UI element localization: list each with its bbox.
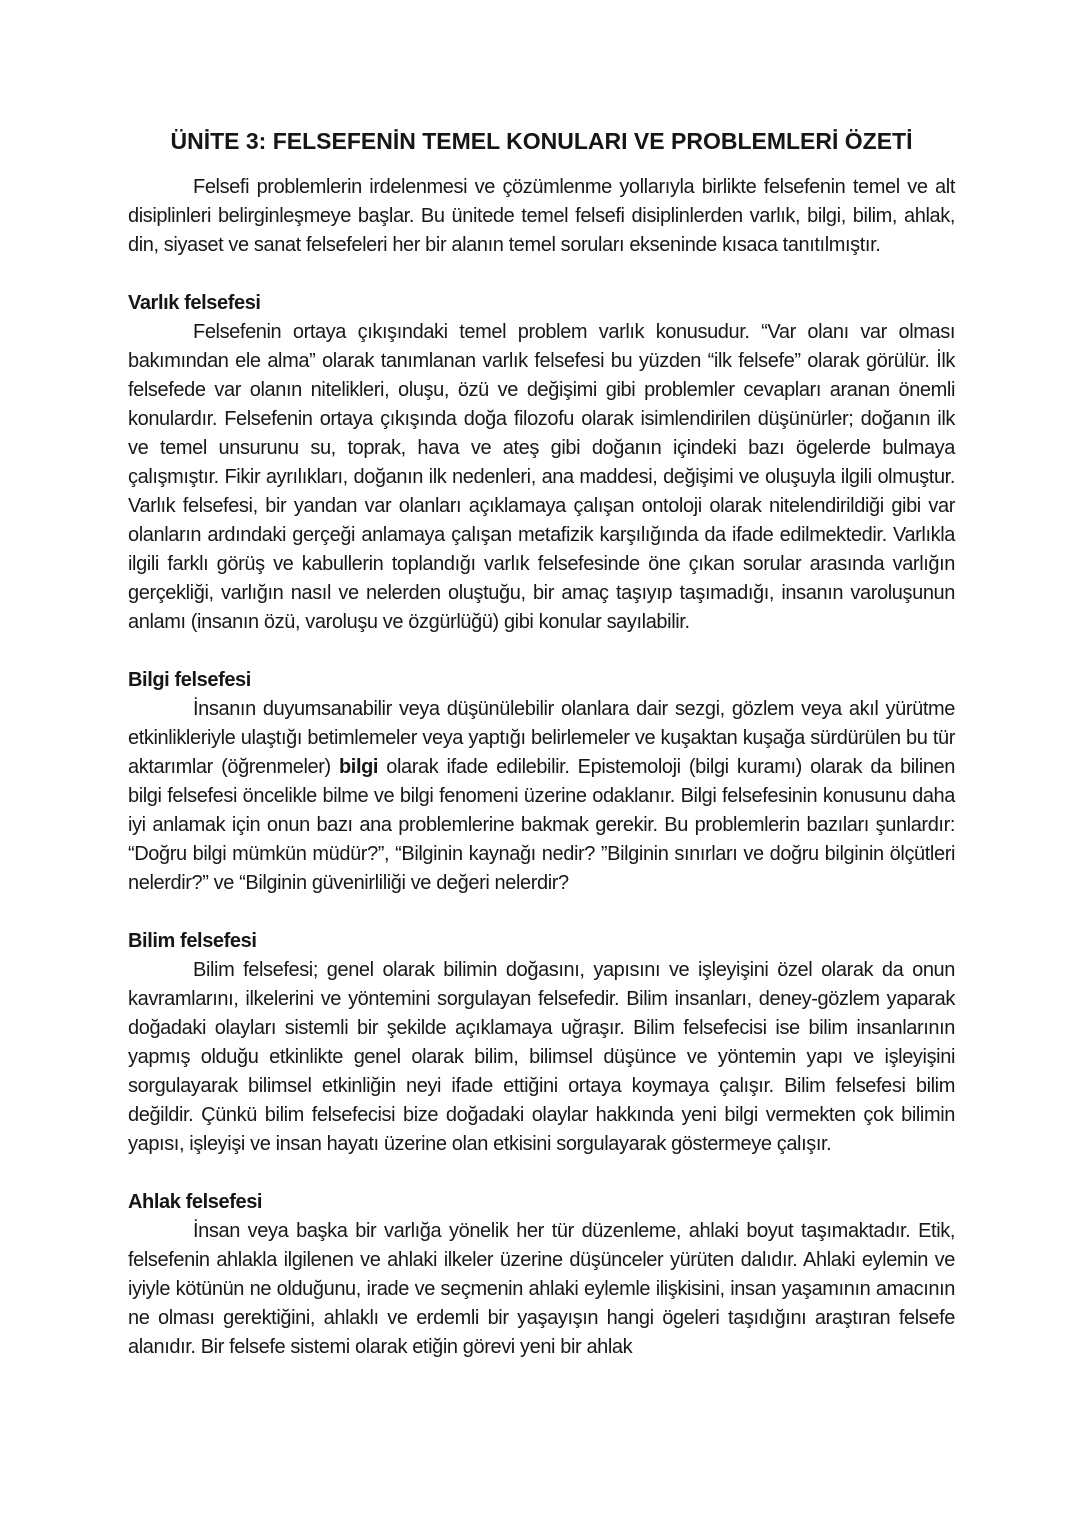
paragraph-text-after-bold: olarak ifade edilebilir. Epistemoloji (bilgi kuramı) olarak da bilinen bilgi felsefesi öncelikle bilme ve bilgi fenomeni üzerine odaklanır. Bilgi felsefesinin konusunu daha iyi anlamak için onun bazı ana problemlerine bakmak gerekir. Bu problemlerin bazıları şunlardır: “Doğru bilgi mümkün müdür?”, “Bilginin kaynağı nedir? ”Bilginin sınırları ve doğru bilginin ölçütleri nelerdir?” ve “Bilginin güvenirliliği ve değeri nelerdir? xyxy=(128,756,955,894)
section-paragraph-bilgi xyxy=(128,695,955,898)
section-heading-varlik: Varlık felsefesi xyxy=(128,292,261,314)
section-heading-bilim: Bilim felsefesi xyxy=(128,930,257,952)
section-ahlak-felsefesi xyxy=(128,1188,955,1362)
paragraph-text-before-bold: İnsanın duyumsanabilir veya düşünülebilir olanlara dair sezgi, gözlem veya akıl yürütme etkinlikleriyle ulaştığı betimlemeler veya yaptığı belirlemeler ve kuşaktan kuşağa sürdürülen bu tür aktarımlar (öğrenmeler) xyxy=(128,698,955,778)
bold-term-bilgi: bilgi xyxy=(338,756,379,778)
section-paragraph-bilim: Bilim felsefesi; genel olarak bilimin doğasını, yapısını ve işleyişini özel olarak da onun kavramlarını, ilkelerini ve yöntemini sorgulayan felsefedir. Bilim insanları, deney-gözlem yaparak doğadaki olayları sistemli bir şekilde açıklamaya uğraşır. Bilim felsefecisi ise bilim insanlarının yapmış olduğu etkinlikte genel olarak bilim, bilimsel düşünce ve yöntemin yapı ve işleyişini sorgulayarak bilimsel etkinliğin neyi ifade ettiğini ortaya koymaya çalışır. Bilim felsefesi bilim değildir. Çünkü bilim felsefecisi bize doğadaki olaylar hakkında yeni bilgi vermekten çok bilimin yapısı, işleyişi ve insan hayatı üzerine olan etkisini sorgulayarak göstermeye çalışır. xyxy=(128,959,955,1155)
page-title: ÜNİTE 3: FELSEFENİN TEMEL KONULARI VE PROBLEMLERİ ÖZETİ xyxy=(170,128,913,154)
section-paragraph-varlik: Felsefenin ortaya çıkışındaki temel problem varlık konusudur. “Var olanı var olması bakımından ele alma” olarak tanımlanan varlık felsefesi bu yüzden “ilk felsefe” olarak görülür. İlk felsefede var olanın nitelikleri, oluşu, özü ve değişimi gibi problemler cevapları aranan önemli konulardır. Felsefenin ortaya çıkışında doğa filozofu olarak isimlendirilen düşünürler; doğanın ilk ve temel unsurunu su, toprak, hava ve ateş gibi doğanın içindeki bazı ögelerde bulmaya çalışmıştır. Fikir ayrılıkları, doğanın ilk nedenleri, ana maddesi, değişimi ve oluşuyla ilgili olmuştur. Varlık felsefesi, bir yandan var olanları açıklamaya çalışan ontoloji olarak nitelendirildiği gibi var olanların ardındaki gerçeği anlamaya çalışan metafizik karşılığında da ifade edilmektedir. Varlıkla ilgili farklı görüş ve kabullerin toplandığı varlık felsefesinde öne çıkan sorular arasında varlığın gerçekliği, varlığın nasıl ve nelerden oluştuğu, bir amaç taşıyıp taşımadığı, insanın varoluşunun anlamı (insanın özü, varoluşu ve özgürlüğü) gibi konular sayılabilir. xyxy=(128,321,955,633)
section-bilim-felsefesi xyxy=(128,927,955,1159)
intro-paragraph: Felsefi problemlerin irdelenmesi ve çözümlenme yollarıyla birlikte felsefenin temel ve alt disiplinleri belirginleşmeye başlar. Bu ünitede temel felsefi disiplinlerden varlık, bilgi, bilim, ahlak, din, siyaset ve sanat felsefeleri her bir alanın temel soruları ekseninde kısaca tanıtılmıştır. xyxy=(128,176,955,256)
section-heading-bilgi: Bilgi felsefesi xyxy=(128,669,251,691)
section-paragraph-ahlak: İnsan veya başka bir varlığa yönelik her tür düzenleme, ahlaki boyut taşımaktadır. Etik, felsefenin ahlakla ilgilenen ve ahlaki ilkeler üzerine düşünceler yürüten dalıdır. Ahlaki eylemin ve iyiyle kötünün ne olduğunu, irade ve seçmenin ahlaki eylemle ilişkisini, insan yaşamının amacının ne olması gerektiğini, ahlaklı ve erdemli bir yaşayışın hangi ögeleri taşıdığını araştıran felsefe alanıdır. Bir felsefe sistemi olarak etiğin görevi yeni bir ahlak xyxy=(128,1220,955,1358)
section-heading-ahlak: Ahlak felsefesi xyxy=(128,1191,263,1213)
section-varlik-felsefesi xyxy=(128,289,955,637)
section-bilgi-felsefesi xyxy=(128,666,955,898)
